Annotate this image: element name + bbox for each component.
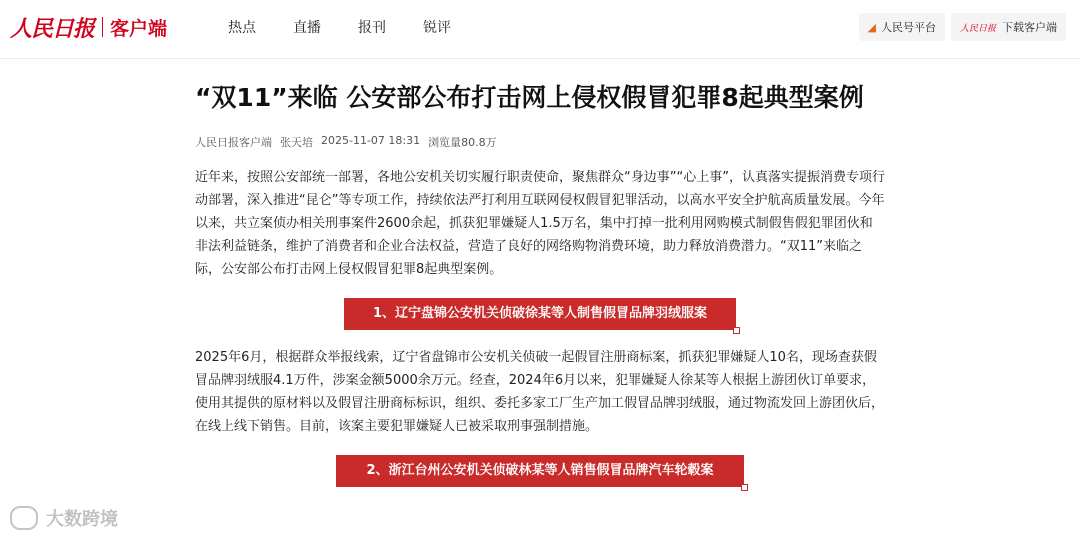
article-paragraph-case1: 2025年6月，根据群众举报线索，辽宁省盘锦市公安机关侦破一起假冒注册商标案，抓获犯罪嫌疑人10名，现场查获假冒品牌羽绒服4.1万件，涉案金额5000余万元。经查，2024年6月以来，犯罪嫌疑人徐某等人根据上游团伙订单要求，使用其提供的原材料以及假冒注册商标标识，组织、委托多家工厂生产加工假冒品牌羽绒服，通过物流发回上游团伙后，在线上线下销售。目前，该案主要犯罪嫌疑人已被采取刑事强制措施。 xyxy=(195,350,885,434)
article-meta xyxy=(195,134,885,150)
watermark-logo-icon xyxy=(10,506,38,530)
logo-main-text: 人民日报 xyxy=(10,15,95,42)
section-heading-2: 2、浙江台州公安机关侦破林某等人销售假冒品牌汽车轮毂案 xyxy=(336,455,744,487)
article xyxy=(195,80,885,487)
download-button-label: 下载客户端 xyxy=(1002,21,1057,34)
main-nav xyxy=(228,17,488,37)
nav-item-commentary[interactable]: 锐评 xyxy=(423,20,451,36)
download-button[interactable] xyxy=(951,13,1066,41)
megaphone-icon: ◢ xyxy=(867,20,876,34)
nav-item-hot[interactable]: 热点 xyxy=(228,20,256,36)
platform-button[interactable] xyxy=(859,13,945,41)
article-paragraph-intro: 近年来，按照公安部统一部署，各地公安机关切实履行职责使命，聚焦群众“身边事”“心上事”，认真落实提振消费专项行动部署，深入推进“昆仑”等专项工作，持续依法严打利用互联网侵权假冒犯罪活动，以高水平安全护航高质量发展。今年以来，共立案侦办相关刑事案件2600余起，抓获犯罪嫌疑人1.5万名，集中打掉一批利用网购模式制假售假犯罪团伙和非法利益链条，维护了消费者和企业合法权益，营造了良好的网络购物消费环境，助力释放消费潜力。“双11”来临之际，公安部公布打击网上侵权假冒犯罪8起典型案例。 xyxy=(195,170,885,277)
article-title: “双11”来临 公安部公布打击网上侵权假冒犯罪8起典型案例 xyxy=(195,83,864,112)
nav-item-live[interactable]: 直播 xyxy=(293,20,321,36)
logo-divider xyxy=(102,17,103,37)
watermark xyxy=(10,505,118,531)
watermark-text: 大数跨境 xyxy=(46,509,118,530)
meta-datetime: 2025-11-07 18:31 xyxy=(321,134,421,147)
top-header xyxy=(0,0,1080,59)
header-actions xyxy=(853,13,1066,41)
platform-button-label: 人民号平台 xyxy=(880,21,936,34)
section-heading-1: 1、辽宁盘锦公安机关侦破徐某等人制售假冒品牌羽绒服案 xyxy=(344,298,736,330)
site-logo[interactable] xyxy=(10,11,167,43)
meta-views: 浏览量80.8万 xyxy=(428,136,497,149)
meta-source: 人民日报客户端 xyxy=(195,136,272,149)
logo-sub-text: 客户端 xyxy=(110,17,168,40)
nav-item-newspaper[interactable]: 报刊 xyxy=(358,20,386,36)
meta-author: 张天培 xyxy=(280,136,313,149)
download-logo-icon: 人民日报 xyxy=(959,23,996,34)
